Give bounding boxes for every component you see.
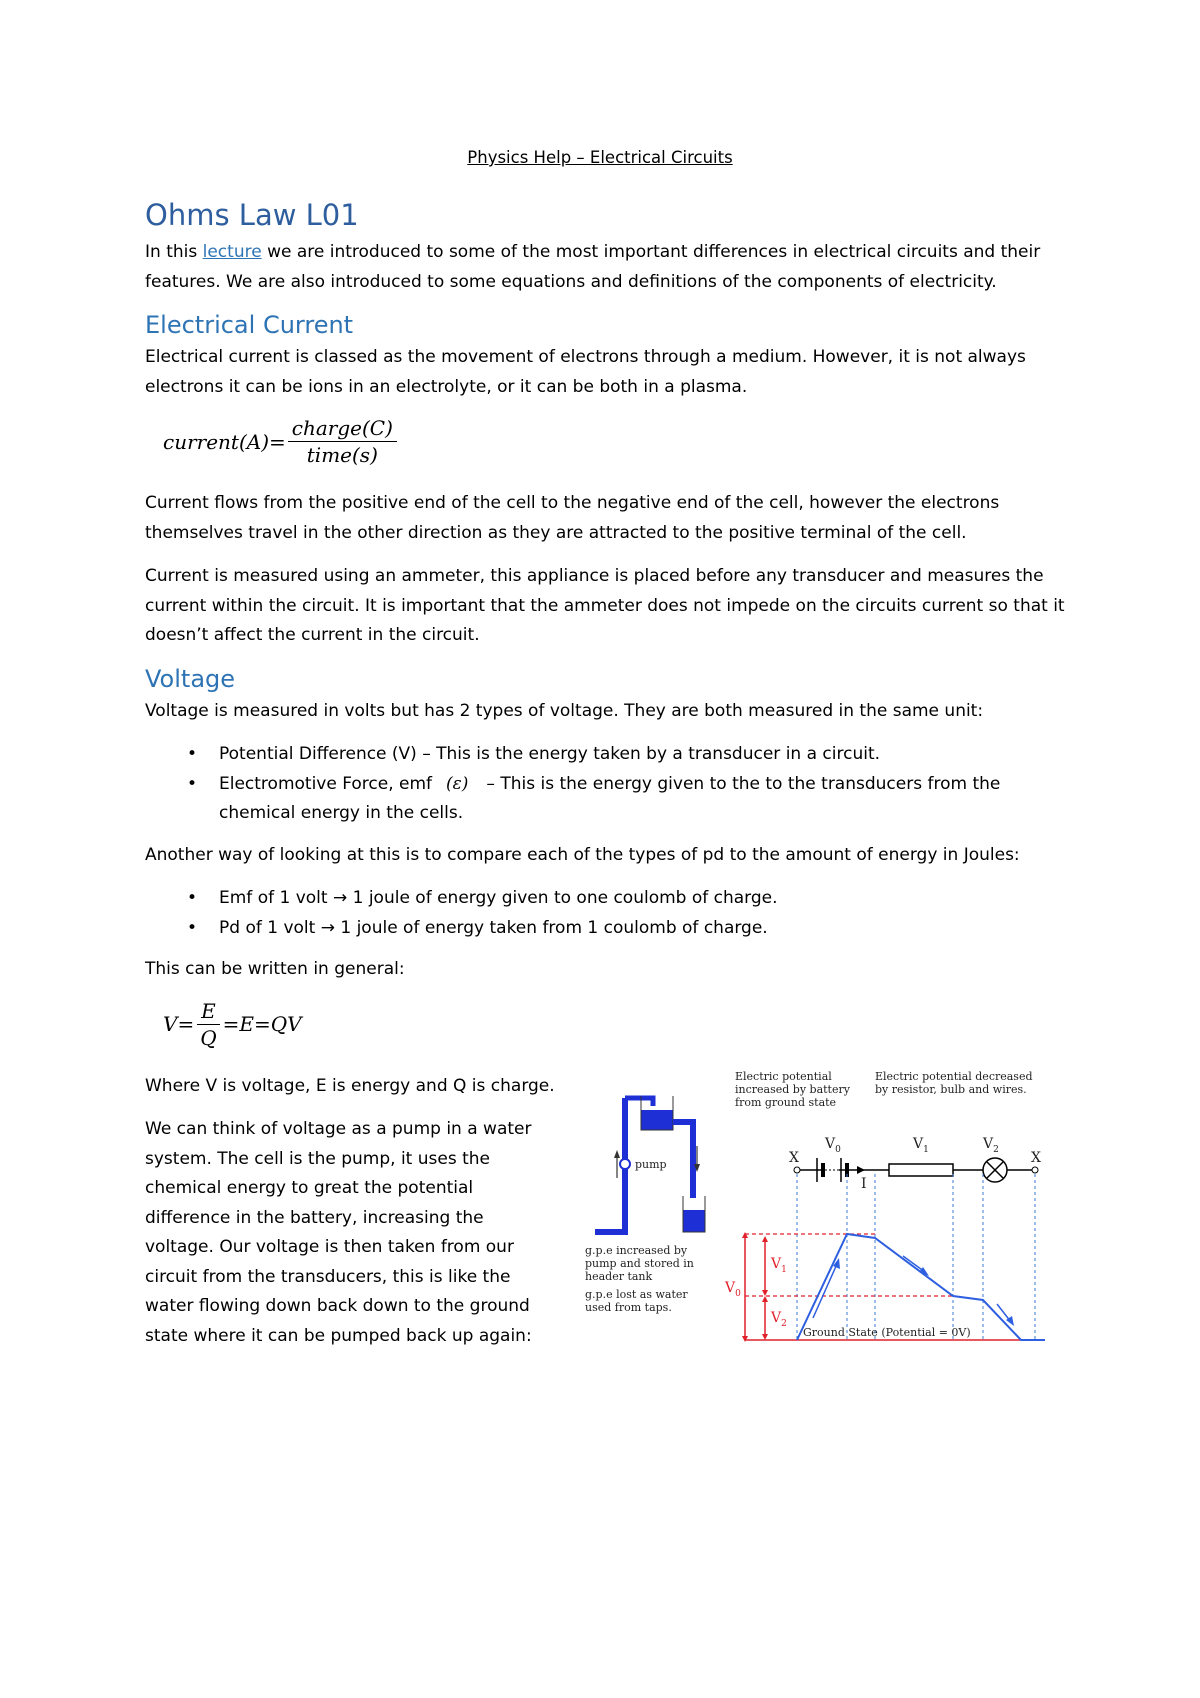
voltage-types-list [145,740,1065,829]
v2-arrow-up-icon [762,1296,768,1302]
current-label: I [861,1175,867,1192]
epsilon-symbol: (ε) [446,773,469,794]
v0-circuit-subscript: 0 [835,1144,841,1155]
potential-increased-line-3: from ground state [735,1095,837,1109]
potential-decreased-line-2: by resistor, bulb and wires. [875,1082,1027,1096]
document-body [145,198,1065,1365]
list-item-text: Pd of 1 volt → 1 joule of energy taken from 1 coulomb of charge. [219,917,768,938]
list-item-text: Emf of 1 volt → 1 joule of energy given to one coulomb of charge. [219,888,778,908]
intro-text-start: In this [145,242,203,262]
resistor-icon [889,1164,953,1176]
gpe-increased-line-2: pump and stored in [585,1256,694,1270]
list-item-text: Potential Difference (V) – This is the energy taken by a transducer in a circuit. [219,744,881,764]
v0-potential-letter: V [725,1279,736,1296]
voltage-equation-rhs: =E=QV [222,1012,302,1036]
bullet-icon: • [187,744,198,764]
gpe-lost-line-1: g.p.e lost as water [585,1287,688,1301]
v2-circuit-letter: V [983,1135,994,1152]
bullet-icon: • [187,773,198,794]
v0-circuit-letter: V [825,1135,836,1152]
intro-paragraph [145,238,1065,297]
v1-circuit-subscript: 1 [923,1144,929,1155]
water-system-diagram [585,1096,705,1314]
ground-state-label: Ground State (Potential = 0V) [803,1325,971,1339]
v1-potential-label [770,1256,787,1275]
gpe-increased-line-1: g.p.e increased by [585,1243,688,1257]
potential-profile-line [797,1234,1045,1340]
current-paragraph-1: Electrical current is classed as the movement of electrons through a medium. However, it is not always electrons it can be ions in an electrolyte, or it can be both in a plasma. [145,347,1026,397]
v1-arrow-up-icon [762,1236,768,1242]
v1-circuit-label [912,1136,929,1155]
v0-potential-subscript: 0 [735,1288,741,1299]
cell-gap [825,1164,839,1176]
voltage-paragraph-1: Voltage is measured in volts but has 2 types of voltage. They are both measured in the same unit: [145,700,984,721]
current-paragraph-3: Current is measured using an ammeter, this appliance is placed before any transducer and measures the current within the circuit. It is important that the ammeter does not impede on the circuits current so that it doesn’t affect the current in the circuit. [145,566,1065,645]
list-item [145,770,1065,829]
header-tank-water [641,1110,673,1130]
pump-label: pump [635,1157,667,1171]
v1-circuit-letter: V [913,1135,924,1152]
current-arrow-icon [857,1166,865,1174]
potential-decreased-line-1: Electric potential decreased [875,1069,1033,1083]
current-paragraph-2: Current flows from the positive end of the cell to the negative end of the cell, however the electrons themselves travel in the other direction as they are attracted to the positive terminal of the cell. [145,493,1000,543]
voltage-paragraph-5: We can think of voltage as a pump in a water system. The cell is the pump, it uses the chemical energy to great the potential difference in the battery, increasing the voltage. Our voltage is then taken from our circuit from the transducers, this is like the water flowing down back down to the ground state where it can be pumped back up again: [145,1119,532,1346]
v2-circuit-label [982,1136,999,1155]
x-label-left: X [789,1149,799,1166]
current-equation-denominator: time(s) [306,443,378,467]
terminal-right [1032,1167,1038,1173]
v0-arrow-up-icon [742,1232,748,1238]
page-title: Physics Help – Electrical Circuits [467,148,733,167]
pipe-top [625,1098,653,1106]
rise-arrow-icon [813,1264,837,1318]
water-pump-analogy-figure [585,1068,1085,1350]
v1-potential-subscript: 1 [781,1264,787,1275]
pipe-down [673,1122,693,1198]
voltage-paragraph-4: Where V is voltage, E is energy and Q is charge. [145,1075,555,1096]
list-item-text-end: – This is the energy given to the to the transducers from the chemical energy in the cells. [219,773,1001,823]
current-equation [163,416,1065,467]
potential-increased-line-2: increased by battery [735,1082,850,1096]
gpe-lost-line-2: used from taps. [585,1300,672,1314]
voltage-equation-fraction [196,999,220,1050]
bullet-icon: • [187,888,198,908]
list-item-text: Electromotive Force, emf [219,773,433,794]
v0-circuit-label [824,1136,841,1155]
section-heading-voltage: Voltage [145,664,236,693]
lower-tank-water [683,1210,705,1232]
voltage-analogy-section [145,1069,1065,1352]
voltage-equation [163,999,1065,1050]
pump-icon [620,1159,630,1169]
v2-potential-letter: V [771,1309,782,1326]
terminal-left [794,1167,800,1173]
voltage-equation-denominator: Q [200,1025,217,1050]
current-equation-numerator: charge(C) [288,416,397,442]
current-equation-fraction [288,416,397,467]
bullet-icon: • [187,917,198,938]
guide-lines [797,1174,1035,1340]
up-arrow-head-icon [614,1150,620,1158]
list-item [145,740,1065,770]
voltage-paragraph-3: This can be written in general: [145,959,405,979]
circuit-potential-diagram [724,1070,1045,1342]
list-item [145,914,1065,944]
v0-arrow-down-icon [742,1336,748,1342]
v1-arrow-down-icon [762,1290,768,1296]
v2-potential-subscript: 2 [781,1318,787,1329]
voltage-paragraph-2: Another way of looking at this is to compare each of the types of pd to the amount of energy in Joules: [145,844,1020,865]
section-heading-ohms-law: Ohms Law L01 [145,198,359,232]
lecture-link[interactable]: lecture [202,242,262,262]
v2-arrow-down-icon [762,1334,768,1340]
section-heading-electrical-current: Electrical Current [145,311,354,339]
v2-potential-label [770,1310,787,1329]
current-equation-lhs: current(A)= [163,429,286,454]
list-item [145,884,1065,914]
v2-circuit-subscript: 2 [993,1144,999,1155]
voltage-analogy-text [145,1072,555,1352]
voltage-equation-numerator: E [197,999,220,1025]
energy-comparison-list [145,884,1065,943]
voltage-equation-lhs: V= [163,1012,195,1036]
gpe-increased-line-3: header tank [585,1269,653,1283]
potential-increased-line-1: Electric potential [735,1069,832,1083]
x-label-right: X [1031,1149,1041,1166]
intro-text-end: we are introduced to some of the most important differences in electrical circuits and their features. We are also introduced to some equations and definitions of the components of electricity. [145,242,1041,292]
v1-potential-letter: V [771,1255,782,1272]
v0-potential-label [724,1280,741,1299]
